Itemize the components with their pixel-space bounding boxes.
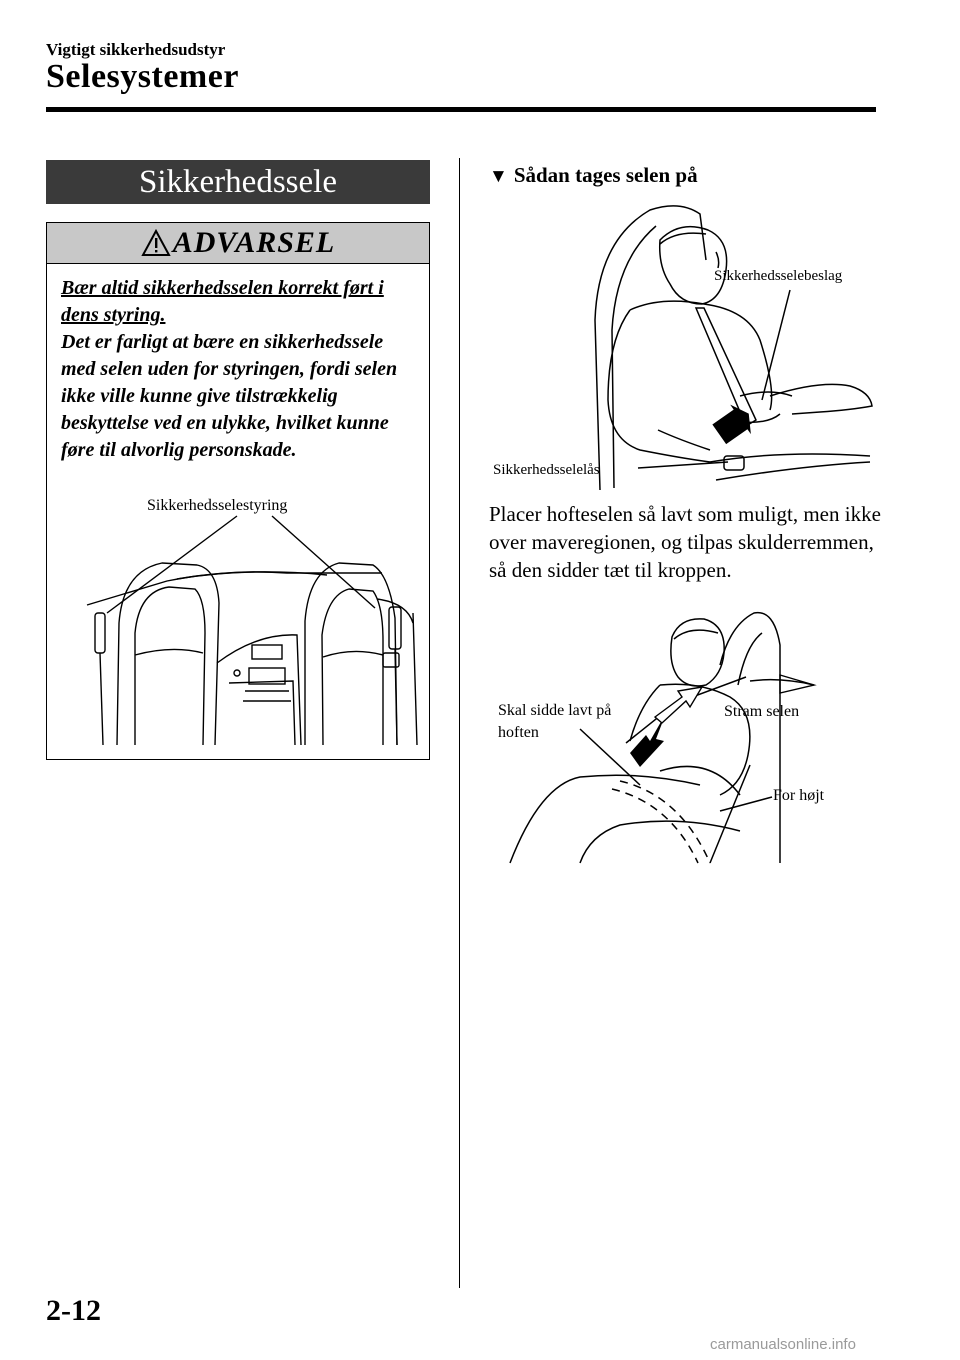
- column-divider: [459, 158, 460, 1288]
- watermark: carmanualsonline.info: [710, 1336, 856, 1353]
- warning-body-text: Det er farligt at bære en sikkerhedssele med selen uden for styringen, fordi selen ikke ville kunne give tilstrækkelig beskyttelse ved en ulykke, hvilket kunne føre til alvorlig personskade.: [61, 331, 398, 461]
- warning-lead-text: Bær altid sikkerhedsselen korrekt ført i dens styring.: [61, 277, 384, 326]
- figure-label-belt-buckle: Sikkerhedsselelås: [493, 462, 600, 478]
- figure-label-belt-anchor: Sikkerhedsselebeslag: [714, 268, 843, 284]
- seats-illustration: [77, 523, 417, 745]
- heading-text: Sådan tages selen på: [513, 163, 698, 187]
- breadcrumb: Vigtigt sikkerhedsudstyr: [46, 40, 226, 59]
- section-heading: [489, 163, 698, 188]
- body-paragraph: Placer hofteselen så lavt som muligt, men ikke over maveregionen, og tilpas skulderremmen, så den sidder tæt til kroppen.: [489, 502, 881, 582]
- figure-label-low-on-hip: Skal sidde lavt på hoften: [498, 702, 612, 741]
- page-title: Selesystemer: [46, 58, 239, 95]
- title-rule: [46, 107, 876, 112]
- heading-marker: ▼: [489, 166, 508, 187]
- warning-triangle-icon: [141, 229, 171, 257]
- figure-label-tighten-belt: Stram selen: [724, 703, 800, 720]
- warning-box: [46, 222, 430, 760]
- warning-header: [47, 223, 429, 264]
- warning-title: ADVARSEL: [172, 226, 336, 259]
- figure-label-belt-guide: Sikkerhedsselestyring: [147, 497, 288, 514]
- fasten-belt-illustration: [480, 200, 880, 495]
- section-title-banner: Sikkerhedssele: [46, 160, 430, 204]
- figure-label-too-high: For højt: [773, 787, 825, 804]
- page-number: 2-12: [46, 1294, 101, 1327]
